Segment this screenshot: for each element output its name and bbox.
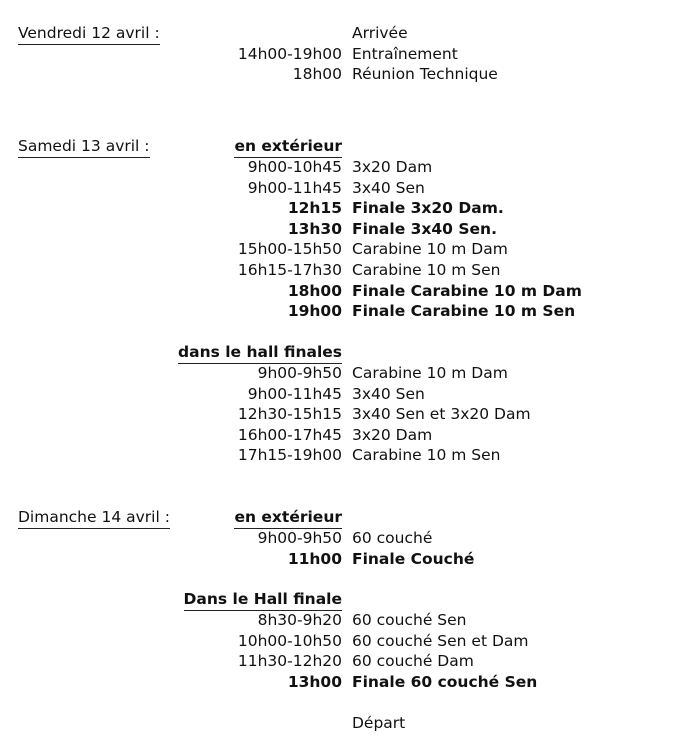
schedule-row-final bbox=[0, 219, 700, 240]
schedule-event: 3x40 Sen bbox=[352, 384, 425, 403]
schedule-row bbox=[0, 23, 700, 44]
schedule-event: 60 couché Sen bbox=[352, 611, 467, 629]
schedule-row-final bbox=[0, 301, 700, 322]
schedule-event: Carabine 10 m Sen bbox=[352, 260, 501, 279]
saturday-hall-schedule bbox=[0, 363, 700, 466]
schedule-row bbox=[0, 631, 700, 652]
schedule-event: Finale Couché bbox=[352, 549, 475, 568]
schedule-time: 12h30-15h15 bbox=[237, 405, 342, 424]
schedule-time: 12h15 bbox=[287, 199, 342, 218]
schedule-row bbox=[0, 445, 700, 466]
location-label-saturday-hall: dans le hall finales bbox=[178, 342, 342, 364]
schedule-row bbox=[0, 260, 700, 281]
schedule-row-final bbox=[0, 281, 700, 302]
schedule-row bbox=[0, 157, 700, 178]
day-label-friday: Vendredi 12 avril : bbox=[18, 23, 160, 45]
sunday-outdoor-schedule bbox=[0, 528, 700, 569]
schedule-row bbox=[0, 64, 700, 85]
schedule-event: Entraînement bbox=[352, 44, 458, 63]
schedule-row-final bbox=[0, 198, 700, 219]
schedule-event: Finale 3x40 Sen. bbox=[352, 219, 497, 238]
schedule-time: 11h30-12h20 bbox=[237, 652, 342, 671]
schedule-event: Réunion Technique bbox=[352, 65, 498, 84]
schedule-event: 60 couché bbox=[352, 529, 433, 547]
schedule-row bbox=[0, 239, 700, 260]
schedule-event: Carabine 10 m Dam bbox=[352, 240, 508, 259]
schedule-event: 3x20 Dam bbox=[352, 158, 433, 176]
schedule-row bbox=[0, 404, 700, 425]
schedule-event: 60 couché Sen et Dam bbox=[352, 631, 529, 650]
schedule-time: 10h00-10h50 bbox=[237, 631, 342, 650]
schedule-time: 9h00-11h45 bbox=[247, 384, 342, 403]
location-label-saturday-outdoor: en extérieur bbox=[234, 136, 342, 158]
schedule-event: 60 couché Dam bbox=[352, 652, 474, 671]
schedule-time: 16h00-17h45 bbox=[237, 425, 342, 444]
location-label-sunday-outdoor: en extérieur bbox=[234, 507, 342, 529]
schedule-time: 13h00 bbox=[287, 672, 342, 691]
schedule-row bbox=[0, 425, 700, 446]
schedule-row bbox=[0, 363, 700, 384]
schedule-time: 9h00-9h50 bbox=[257, 529, 342, 547]
schedule-event: Arrivée bbox=[352, 24, 408, 42]
schedule-time: 11h00 bbox=[287, 549, 342, 568]
departure-label: Départ bbox=[352, 714, 406, 732]
schedule-row bbox=[0, 528, 700, 549]
schedule-row bbox=[0, 178, 700, 199]
schedule-event: Carabine 10 m Dam bbox=[352, 364, 508, 382]
schedule-time: 15h00-15h50 bbox=[237, 240, 342, 259]
schedule-row bbox=[0, 610, 700, 631]
schedule-event: Finale 60 couché Sen bbox=[352, 672, 538, 691]
schedule-event: 3x40 Sen bbox=[352, 178, 425, 197]
schedule-time: 18h00 bbox=[287, 281, 342, 300]
schedule-time: 18h00 bbox=[292, 65, 342, 84]
day-label-saturday: Samedi 13 avril : bbox=[18, 136, 150, 158]
schedule-row bbox=[0, 651, 700, 672]
schedule-event: 3x20 Dam bbox=[352, 425, 433, 444]
location-label-sunday-hall: Dans le Hall finale bbox=[184, 589, 342, 611]
schedule-time: 16h15-17h30 bbox=[237, 260, 342, 279]
schedule-time: 9h00-9h50 bbox=[257, 364, 342, 382]
schedule-time: 13h30 bbox=[287, 219, 342, 238]
schedule-time: 17h15-19h00 bbox=[237, 446, 342, 465]
schedule-event: Finale 3x20 Dam. bbox=[352, 199, 504, 218]
schedule-event: Carabine 10 m Sen bbox=[352, 446, 501, 465]
schedule-time: 19h00 bbox=[287, 302, 342, 321]
schedule-row bbox=[0, 384, 700, 405]
schedule-row-final bbox=[0, 672, 700, 693]
schedule-row bbox=[0, 44, 700, 65]
schedule-time: 9h00-10h45 bbox=[247, 158, 342, 176]
schedule-event: Finale Carabine 10 m Sen bbox=[352, 302, 576, 321]
sunday-hall-schedule bbox=[0, 610, 700, 692]
schedule-row-final bbox=[0, 549, 700, 570]
day-label-sunday: Dimanche 14 avril : bbox=[18, 507, 170, 529]
schedule-time: 14h00-19h00 bbox=[237, 44, 342, 63]
schedule-time: 9h00-11h45 bbox=[247, 178, 342, 197]
schedule-time: 8h30-9h20 bbox=[257, 611, 342, 629]
schedule-event: Finale Carabine 10 m Dam bbox=[352, 281, 582, 300]
schedule-event: 3x40 Sen et 3x20 Dam bbox=[352, 405, 531, 424]
friday-schedule bbox=[0, 23, 700, 85]
saturday-outdoor-schedule bbox=[0, 157, 700, 322]
